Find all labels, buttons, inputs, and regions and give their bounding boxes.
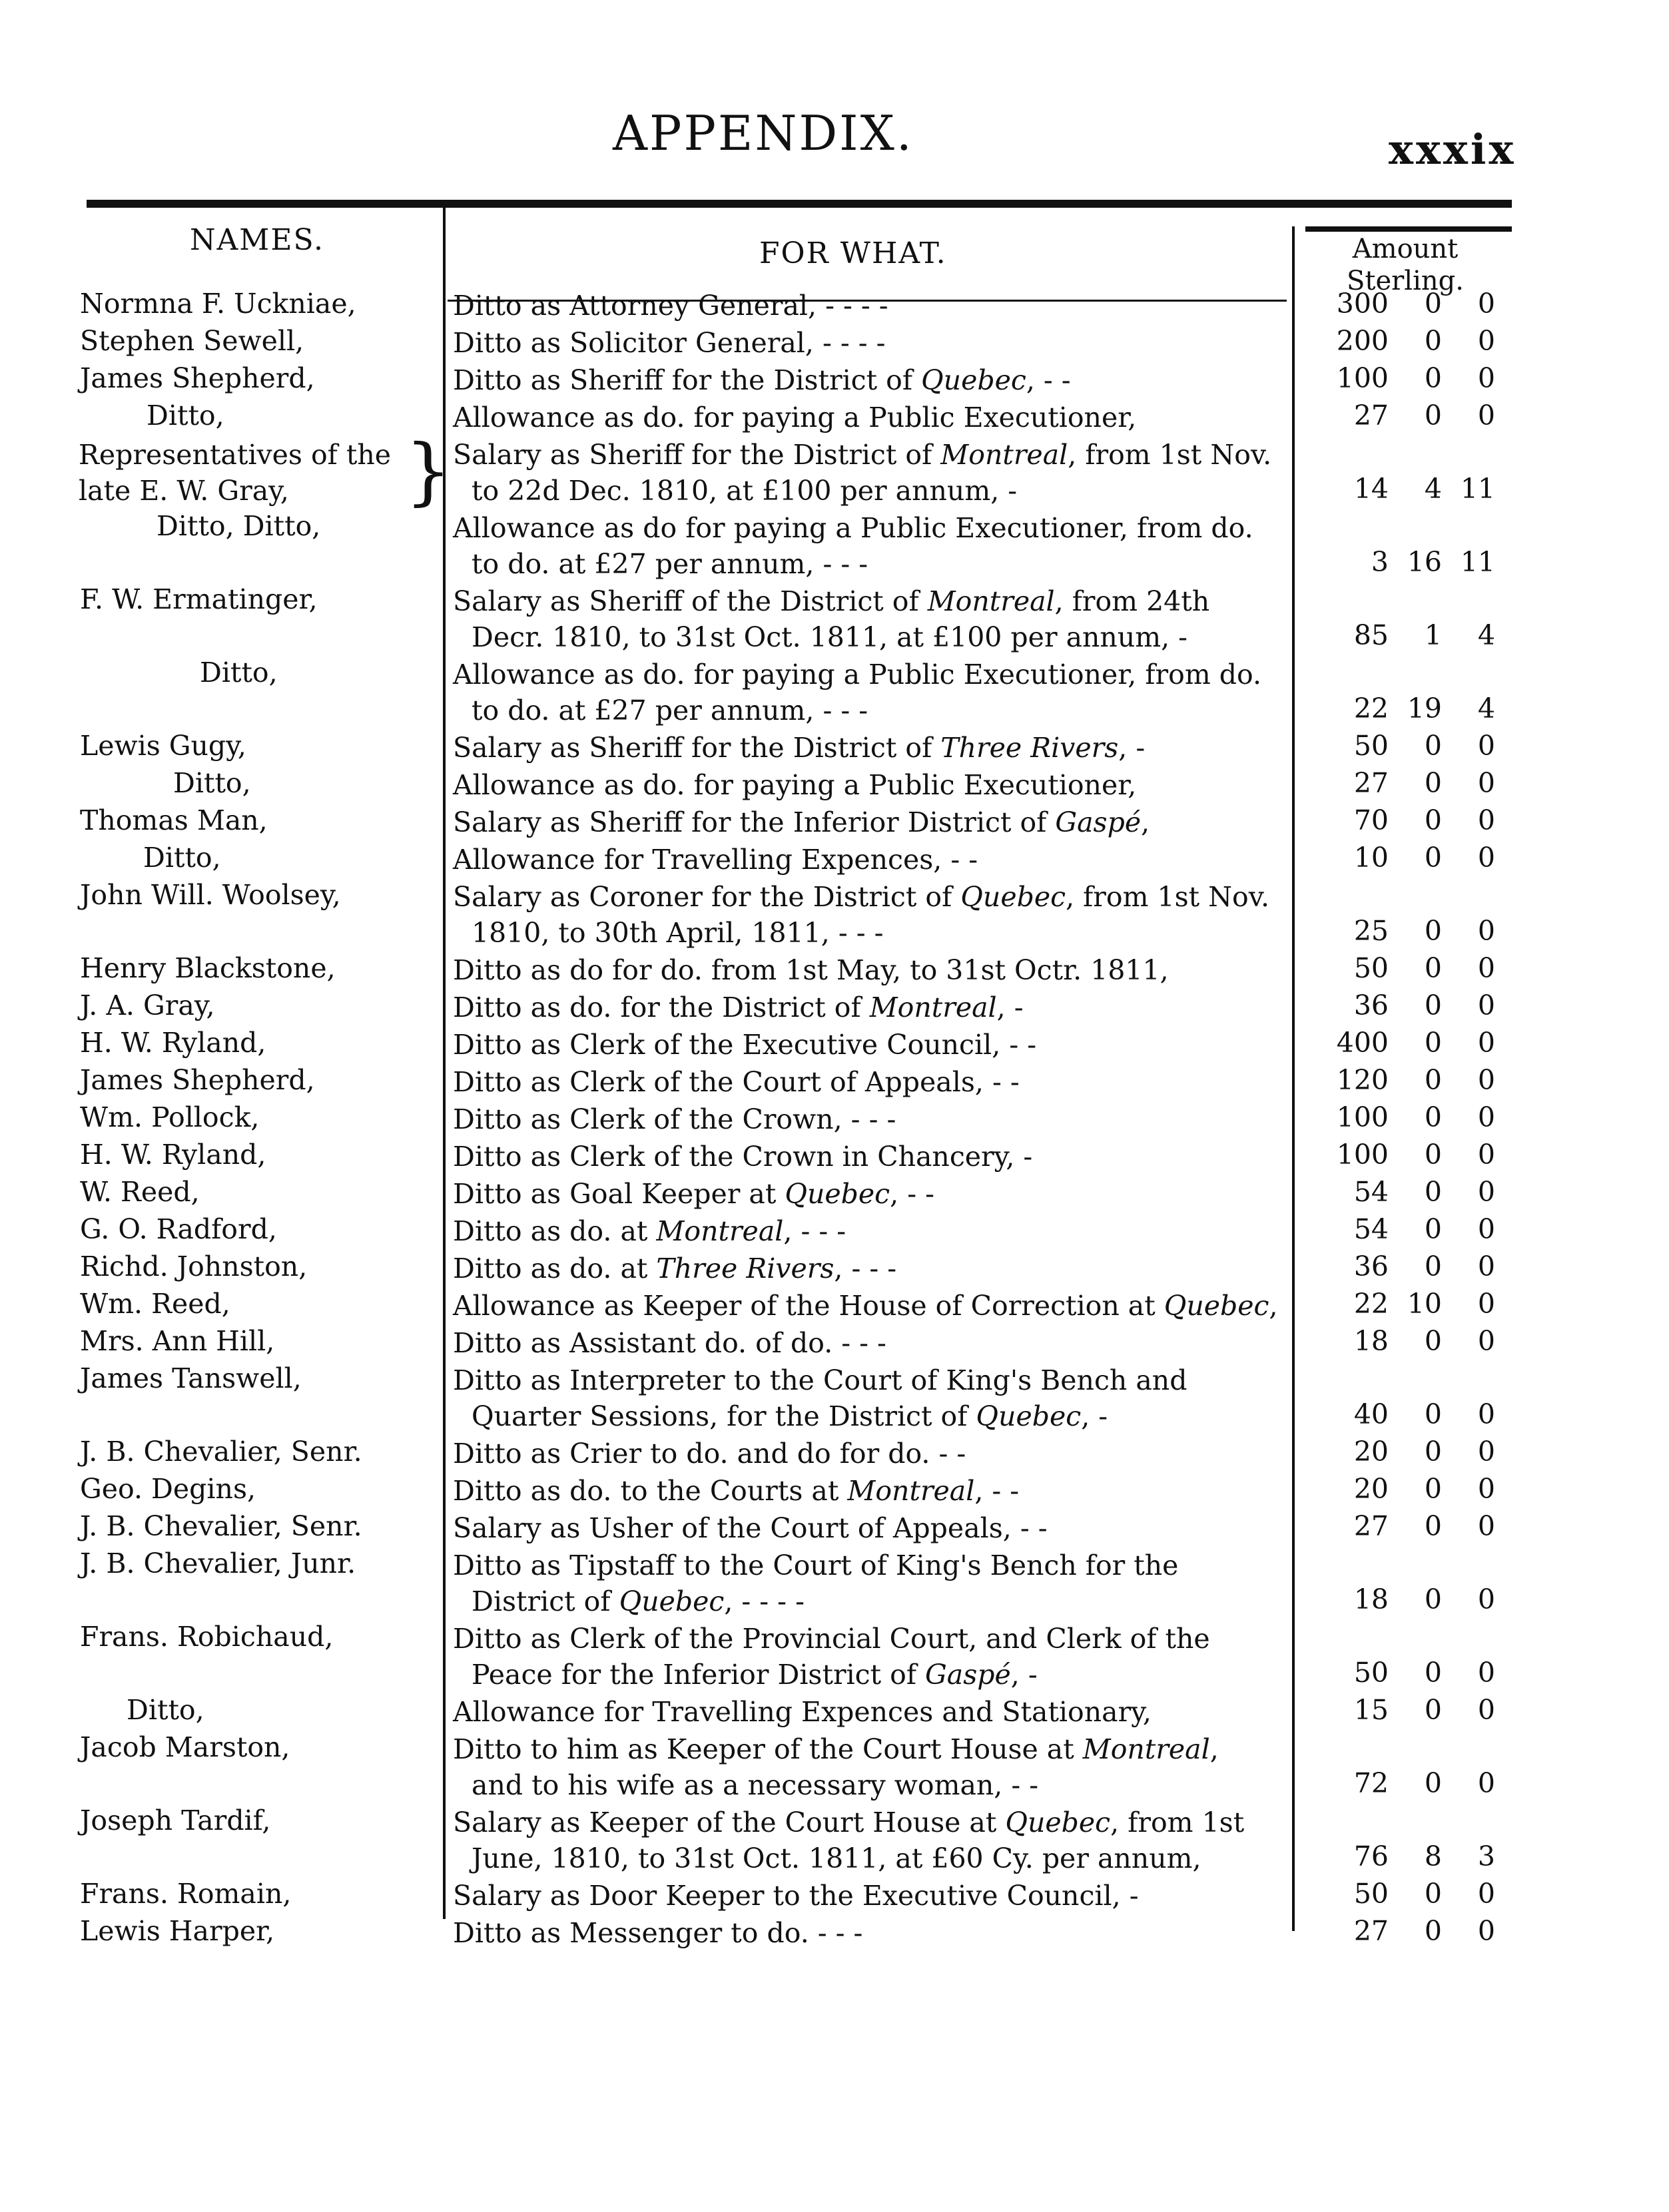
row-amount: [1322, 1101, 1508, 1133]
amount-pounds: 14: [1353, 473, 1389, 505]
column-header-for-what: FOR WHAT.: [759, 236, 947, 270]
row-description-line1: Ditto as do. at Montreal, - - -: [453, 1215, 846, 1247]
amount-pence: 0: [1477, 1767, 1495, 1799]
amount-shillings: 0: [1424, 1139, 1442, 1171]
row-name: J. B. Chevalier, Senr.: [80, 1510, 362, 1542]
amount-pounds: 20: [1353, 1473, 1389, 1505]
row-description-line1: Ditto as do. to the Courts at Montreal, - -: [453, 1475, 1020, 1507]
amount-shillings: 0: [1424, 1101, 1442, 1133]
amount-pounds: 50: [1353, 1657, 1389, 1689]
row-name: F. W. Ermatinger,: [80, 583, 318, 615]
amount-pounds: 400: [1336, 1027, 1389, 1059]
row-description: [453, 1547, 1279, 1619]
amount-shillings: 0: [1424, 730, 1442, 762]
amount-pence: 0: [1477, 1473, 1495, 1505]
row-description-line2: 1810, to 30th April, 1811, - - -: [472, 917, 884, 949]
row-description-line1: Ditto as Clerk of the Crown in Chancery, -: [453, 1141, 1033, 1173]
amount-pence: 0: [1477, 1325, 1495, 1357]
row-name: Thomas Man,: [80, 804, 268, 836]
row-name: James Shepherd,: [80, 1064, 315, 1096]
amount-shillings: 0: [1424, 1473, 1442, 1505]
amount-shillings: 0: [1424, 1436, 1442, 1468]
row-amount: [1322, 804, 1508, 836]
row-description: [453, 1731, 1279, 1803]
row-description-line1: Allowance for Travelling Expences and Stationary,: [453, 1696, 1152, 1728]
amount-pence: 0: [1477, 1878, 1495, 1910]
row-description-line2: to 22d Dec. 1810, at £100 per annum, -: [472, 475, 1018, 507]
grouping-brace: }: [405, 428, 452, 513]
row-description-line2: District of Quebec, - - - -: [472, 1585, 805, 1617]
row-name: G. O. Radford,: [80, 1213, 277, 1245]
row-description: [453, 325, 1279, 361]
row-description-line1: Allowance for Travelling Expences, - -: [453, 844, 978, 876]
amount-shillings: 8: [1424, 1840, 1442, 1872]
amount-pence: 11: [1460, 546, 1495, 578]
amount-pounds: 20: [1353, 1436, 1389, 1468]
amount-pounds: 3: [1371, 546, 1389, 578]
row-amount: [1322, 1064, 1508, 1096]
row-description-line1: Ditto as Clerk of the Provincial Court, and Clerk of the: [453, 1623, 1210, 1655]
row-description-line1: Salary as Sheriff for the District of Montreal, from 1st Nov.: [453, 439, 1272, 471]
row-amount: [1322, 1436, 1508, 1468]
row-description-line1: Ditto as Solicitor General, - - - -: [453, 327, 886, 359]
row-amount: [1322, 1915, 1508, 1947]
row-name: Frans. Robichaud,: [80, 1621, 334, 1653]
row-description-line1: Ditto as Messenger to do. - - -: [453, 1917, 863, 1949]
amount-pence: 11: [1460, 473, 1495, 505]
amount-shillings: 19: [1407, 692, 1442, 724]
row-name: J. B. Chevalier, Senr.: [80, 1436, 362, 1468]
row-description: [453, 879, 1279, 951]
amount-pence: 0: [1477, 1657, 1495, 1689]
row-description-line1: Salary as Sheriff for the District of Three Rivers, -: [453, 732, 1146, 764]
amount-shillings: 0: [1424, 1213, 1442, 1245]
row-amount: [1322, 1288, 1508, 1320]
row-description: [453, 1362, 1279, 1434]
row-amount: [1322, 1027, 1508, 1059]
row-name: Ditto,: [147, 400, 224, 431]
row-amount: [1322, 325, 1508, 357]
amount-shillings: 0: [1424, 288, 1442, 320]
row-name: Wm. Pollock,: [80, 1101, 260, 1133]
row-amount: [1322, 1840, 1508, 1872]
amount-pounds: 18: [1353, 1325, 1389, 1357]
amount-pence: 4: [1477, 692, 1495, 724]
amount-shillings: 0: [1424, 1064, 1442, 1096]
amount-pence: 0: [1477, 767, 1495, 799]
row-amount: [1322, 400, 1508, 431]
row-amount: [1322, 473, 1508, 505]
row-name: J. B. Chevalier, Junr.: [80, 1547, 356, 1579]
row-description: [453, 362, 1279, 398]
row-description-line1: Ditto as Crier to do. and do for do. - -: [453, 1438, 966, 1470]
amount-pence: 0: [1477, 1583, 1495, 1615]
row-name: J. A. Gray,: [80, 989, 215, 1021]
row-amount: [1322, 1250, 1508, 1282]
row-description: [453, 1915, 1279, 1951]
amount-pounds: 100: [1336, 1101, 1389, 1133]
row-description: [453, 842, 1279, 878]
row-name: Ditto, Ditto,: [157, 510, 321, 542]
row-amount: [1322, 989, 1508, 1021]
amount-pence: 0: [1477, 989, 1495, 1021]
row-amount: [1322, 767, 1508, 799]
top-rule: [87, 200, 1512, 208]
amount-pounds: 36: [1353, 1250, 1389, 1282]
row-name: James Shepherd,: [80, 362, 315, 394]
amount-shillings: 0: [1424, 952, 1442, 984]
row-amount: [1322, 1473, 1508, 1505]
amount-pence: 0: [1477, 952, 1495, 984]
amount-pence: 0: [1477, 1027, 1495, 1059]
row-amount: [1322, 1139, 1508, 1171]
row-description-line1: Ditto as do. for the District of Montreal, -: [453, 991, 1024, 1023]
row-amount: [1322, 1657, 1508, 1689]
row-description-line1: Ditto as Interpreter to the Court of King's Bench and: [453, 1364, 1187, 1396]
amount-shillings: 0: [1424, 1510, 1442, 1542]
row-name: James Tanswell,: [80, 1362, 302, 1394]
amount-shillings: 0: [1424, 1767, 1442, 1799]
amount-pence: 0: [1477, 804, 1495, 836]
row-description: [453, 1064, 1279, 1100]
row-description-line2: to do. at £27 per annum, - - -: [472, 694, 868, 726]
row-name: H. W. Ryland,: [80, 1027, 266, 1059]
amount-pence: 0: [1477, 915, 1495, 947]
row-description-line1: Ditto as do. at Three Rivers, - - -: [453, 1252, 897, 1284]
amount-pence: 0: [1477, 1436, 1495, 1468]
amount-shillings: 0: [1424, 1027, 1442, 1059]
amount-pence: 0: [1477, 1288, 1495, 1320]
amount-pence: 0: [1477, 400, 1495, 431]
row-description: [453, 583, 1279, 655]
row-description: [453, 1510, 1279, 1546]
row-name: Frans. Romain,: [80, 1878, 292, 1910]
amount-pence: 0: [1477, 842, 1495, 874]
amount-pence: 0: [1477, 325, 1495, 357]
amount-pounds: 76: [1353, 1840, 1389, 1872]
row-description-line1: Ditto as Clerk of the Crown, - - -: [453, 1103, 896, 1135]
row-name: W. Reed,: [80, 1176, 200, 1208]
amount-pounds: 300: [1336, 288, 1389, 320]
amount-pence: 0: [1477, 1101, 1495, 1133]
row-amount: [1322, 1583, 1508, 1615]
amount-shillings: 0: [1424, 362, 1442, 394]
amount-shillings: 0: [1424, 915, 1442, 947]
row-amount: [1322, 692, 1508, 724]
row-description-line1: Ditto as Attorney General, - - - -: [453, 290, 888, 322]
row-description-line1: Salary as Usher of the Court of Appeals, - -: [453, 1512, 1048, 1544]
row-amount: [1322, 1510, 1508, 1542]
row-description: [453, 730, 1279, 766]
row-name: Jacob Marston,: [80, 1731, 290, 1763]
row-amount: [1322, 288, 1508, 320]
amount-shillings: 1: [1424, 619, 1442, 651]
row-description: [453, 989, 1279, 1025]
row-description: [453, 1250, 1279, 1286]
amount-header-rule: [1305, 226, 1512, 232]
row-name: Normna F. Uckniae,: [80, 288, 356, 320]
row-description: [453, 1436, 1279, 1472]
row-amount: [1322, 362, 1508, 394]
row-name: Ditto,: [200, 657, 278, 689]
amount-pence: 0: [1477, 288, 1495, 320]
amount-pence: 0: [1477, 362, 1495, 394]
row-amount: [1322, 1325, 1508, 1357]
amount-shillings: 0: [1424, 1878, 1442, 1910]
amount-pounds: 200: [1336, 325, 1389, 357]
row-name: Geo. Degins,: [80, 1473, 256, 1505]
amount-pounds: 25: [1353, 915, 1389, 947]
row-description-line1: Allowance as do. for paying a Public Executioner, from do.: [453, 659, 1261, 691]
row-name: Henry Blackstone,: [80, 952, 336, 984]
row-description: [453, 1878, 1279, 1914]
amount-pounds: 22: [1353, 692, 1389, 724]
row-amount: [1322, 730, 1508, 762]
amount-pounds: 27: [1353, 767, 1389, 799]
amount-pounds: 100: [1336, 362, 1389, 394]
row-name: Ditto,: [173, 767, 251, 799]
row-name: Ditto,: [143, 842, 221, 874]
amount-header-line1: Amount: [1352, 234, 1459, 264]
row-description-line2: to do. at £27 per annum, - - -: [472, 548, 868, 580]
row-description: [453, 657, 1279, 728]
amount-pounds: 27: [1353, 1915, 1389, 1947]
row-amount: [1322, 1694, 1508, 1726]
amount-shillings: 0: [1424, 1250, 1442, 1282]
amount-pence: 0: [1477, 1915, 1495, 1947]
amount-shillings: 0: [1424, 804, 1442, 836]
row-description: [453, 767, 1279, 803]
amount-shillings: 0: [1424, 1176, 1442, 1208]
row-description: [453, 1473, 1279, 1509]
row-amount: [1322, 619, 1508, 651]
amount-pence: 4: [1477, 619, 1495, 651]
row-amount: [1322, 1176, 1508, 1208]
amount-pence: 0: [1477, 1694, 1495, 1726]
amount-pounds: 50: [1353, 1878, 1389, 1910]
row-amount: [1322, 1878, 1508, 1910]
row-name: Representatives of the late E. W. Gray,: [79, 439, 391, 507]
amount-pounds: 50: [1353, 952, 1389, 984]
page-title: APPENDIX.: [613, 105, 914, 161]
amount-pounds: 120: [1336, 1064, 1389, 1096]
row-name: Richd. Johnston,: [80, 1250, 308, 1282]
amount-shillings: 0: [1424, 1583, 1442, 1615]
column-header-names: NAMES.: [190, 223, 325, 257]
row-amount: [1322, 915, 1508, 947]
row-description: [453, 1621, 1279, 1693]
row-description: [453, 1804, 1279, 1876]
amount-pounds: 54: [1353, 1176, 1389, 1208]
row-description: [453, 1325, 1279, 1361]
row-name: Lewis Harper,: [80, 1915, 275, 1947]
row-name: Ditto,: [127, 1694, 204, 1726]
row-description-line1: Salary as Keeper of the Court House at Quebec, from 1st: [453, 1806, 1245, 1838]
row-description: [453, 288, 1279, 324]
row-description: [453, 510, 1279, 582]
row-description-line1: Ditto as Assistant do. of do. - - -: [453, 1327, 886, 1359]
row-description-line2: Peace for the Inferior District of Gaspé, -: [472, 1659, 1038, 1691]
amount-pounds: 36: [1353, 989, 1389, 1021]
row-description: [453, 1288, 1279, 1324]
row-description-line1: Allowance as Keeper of the House of Correction at Quebec,: [453, 1290, 1278, 1322]
row-description: [453, 1027, 1279, 1063]
amount-pence: 0: [1477, 1064, 1495, 1096]
amount-pence: 0: [1477, 1250, 1495, 1282]
amount-shillings: 0: [1424, 1694, 1442, 1726]
amount-pounds: 27: [1353, 1510, 1389, 1542]
row-description-line1: Ditto as Goal Keeper at Quebec, - -: [453, 1178, 934, 1210]
row-description: [453, 1176, 1279, 1212]
amount-pounds: 72: [1353, 1767, 1389, 1799]
amount-pence: 0: [1477, 1139, 1495, 1171]
row-name: John Will. Woolsey,: [80, 879, 341, 911]
row-description-line1: Salary as Coroner for the District of Quebec, from 1st Nov.: [453, 881, 1270, 913]
row-amount: [1322, 952, 1508, 984]
row-amount: [1322, 1398, 1508, 1430]
row-name: Stephen Sewell,: [80, 325, 304, 357]
row-description-line1: Ditto as Clerk of the Executive Council, - -: [453, 1029, 1037, 1061]
column-divider-amount: [1292, 226, 1295, 1931]
row-description-line1: Ditto as Clerk of the Court of Appeals, - -: [453, 1066, 1020, 1098]
amount-shillings: 0: [1424, 1657, 1442, 1689]
amount-pence: 0: [1477, 1213, 1495, 1245]
row-description: [453, 1139, 1279, 1175]
row-amount: [1322, 1767, 1508, 1799]
amount-shillings: 0: [1424, 1915, 1442, 1947]
row-description-line1: Salary as Door Keeper to the Executive Council, -: [453, 1880, 1139, 1912]
amount-pounds: 22: [1353, 1288, 1389, 1320]
row-name: Lewis Gugy,: [80, 730, 246, 762]
amount-shillings: 0: [1424, 1398, 1442, 1430]
amount-shillings: 0: [1424, 842, 1442, 874]
row-description: [453, 804, 1279, 840]
row-description: [453, 1213, 1279, 1249]
amount-pence: 0: [1477, 1176, 1495, 1208]
row-description-line2: Quarter Sessions, for the District of Quebec, -: [472, 1400, 1108, 1432]
row-amount: [1322, 842, 1508, 874]
row-description: [453, 952, 1279, 988]
amount-pounds: 100: [1336, 1139, 1389, 1171]
amount-pounds: 15: [1353, 1694, 1389, 1726]
amount-header-line2: Sterling.: [1347, 266, 1464, 296]
amount-pounds: 40: [1353, 1398, 1389, 1430]
amount-pounds: 18: [1353, 1583, 1389, 1615]
row-description-line2: Decr. 1810, to 31st Oct. 1811, at £100 per annum, -: [472, 621, 1188, 653]
row-amount: [1322, 546, 1508, 578]
amount-shillings: 10: [1407, 1288, 1442, 1320]
row-description-line1: Allowance as do. for paying a Public Executioner,: [453, 769, 1137, 801]
row-name: Wm. Reed,: [80, 1288, 230, 1320]
amount-pounds: 27: [1353, 400, 1389, 431]
amount-pounds: 50: [1353, 730, 1389, 762]
amount-pounds: 70: [1353, 804, 1389, 836]
amount-pence: 0: [1477, 1398, 1495, 1430]
amount-shillings: 4: [1424, 473, 1442, 505]
amount-pence: 0: [1477, 1510, 1495, 1542]
amount-shillings: 0: [1424, 989, 1442, 1021]
amount-shillings: 0: [1424, 1325, 1442, 1357]
row-name: Joseph Tardif,: [80, 1804, 271, 1836]
amount-shillings: 0: [1424, 325, 1442, 357]
row-description-line1: Allowance as do. for paying a Public Executioner,: [453, 402, 1137, 433]
page-number: xxxix: [1389, 125, 1516, 174]
amount-pounds: 85: [1353, 619, 1389, 651]
row-description: [453, 437, 1279, 509]
row-description-line1: Allowance as do for paying a Public Executioner, from do.: [453, 512, 1253, 544]
row-description-line2: June, 1810, to 31st Oct. 1811, at £60 Cy. per annum,: [472, 1842, 1201, 1874]
amount-pounds: 54: [1353, 1213, 1389, 1245]
row-name: H. W. Ryland,: [80, 1139, 266, 1171]
row-description: [453, 1694, 1279, 1730]
row-description: [453, 1101, 1279, 1137]
row-description-line1: Ditto to him as Keeper of the Court House at Montreal,: [453, 1733, 1219, 1765]
row-description-line1: Salary as Sheriff of the District of Montreal, from 24th: [453, 585, 1210, 617]
row-description-line1: Ditto as Tipstaff to the Court of King's Bench for the: [453, 1549, 1179, 1581]
row-description-line1: Salary as Sheriff for the Inferior District of Gaspé,: [453, 806, 1150, 838]
amount-shillings: 0: [1424, 767, 1442, 799]
row-description-line1: Ditto as do for do. from 1st May, to 31st Octr. 1811,: [453, 954, 1169, 986]
amount-shillings: 0: [1424, 400, 1442, 431]
amount-shillings: 16: [1407, 546, 1442, 578]
amount-pence: 0: [1477, 730, 1495, 762]
row-amount: [1322, 1213, 1508, 1245]
amount-pence: 3: [1477, 1840, 1495, 1872]
row-description-line1: Ditto as Sheriff for the District of Quebec, - -: [453, 364, 1071, 396]
row-name: Mrs. Ann Hill,: [80, 1325, 275, 1357]
row-description-line2: and to his wife as a necessary woman, - -: [472, 1769, 1039, 1801]
amount-pounds: 10: [1353, 842, 1389, 874]
row-description: [453, 400, 1279, 435]
